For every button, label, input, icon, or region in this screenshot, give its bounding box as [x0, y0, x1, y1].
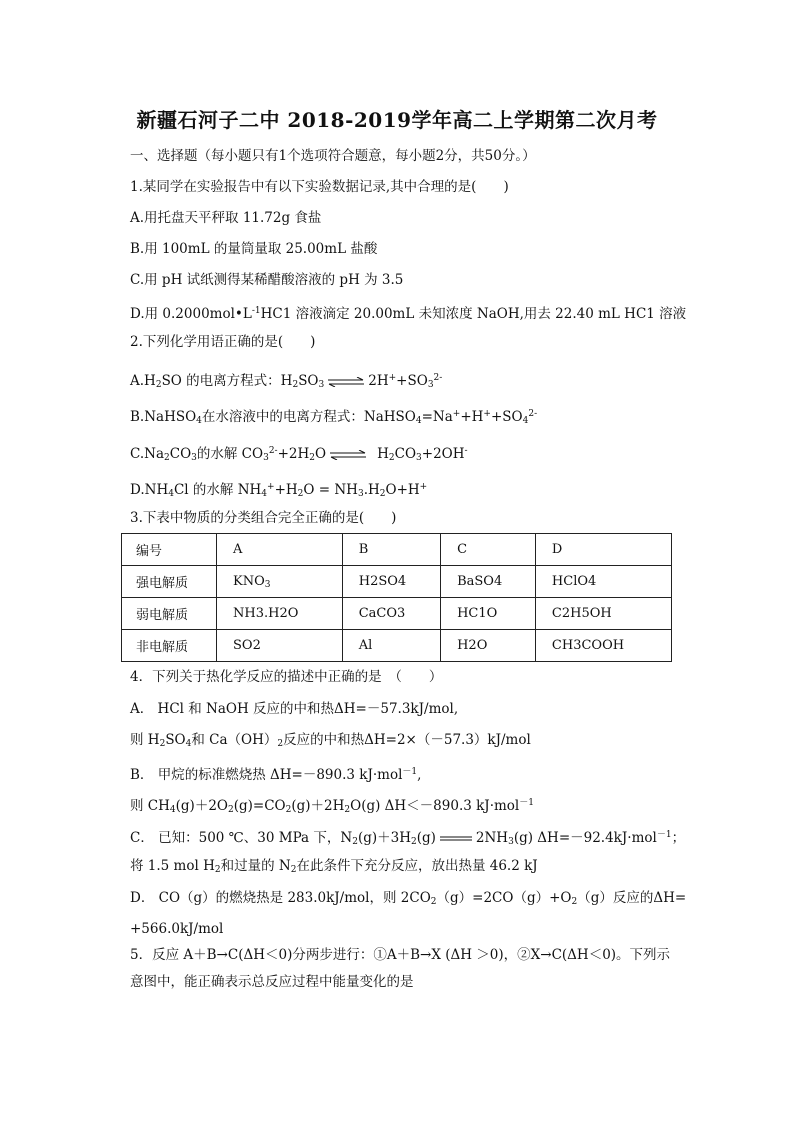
- table-cell: 非电解质: [122, 630, 217, 662]
- superscript: 2-: [268, 446, 278, 456]
- subscript: 2: [285, 805, 292, 815]
- text-part: SO: [298, 373, 319, 389]
- subscript: 4: [168, 489, 174, 499]
- text-part: 和 Ca（OH）: [191, 732, 278, 748]
- subscript: 2: [277, 739, 284, 749]
- table-cell: 弱电解质: [122, 598, 217, 630]
- subscript: 2: [227, 805, 234, 815]
- subscript: 2: [297, 489, 304, 499]
- subscript: 3: [416, 453, 422, 463]
- superscript: 2-: [433, 373, 443, 383]
- text-part: CO: [394, 446, 417, 462]
- table-cell: BaSO4: [441, 566, 536, 598]
- question-5-stem: 5．反应 A＋B→C(ΔH＜0)分两步进行：①A＋B→X (ΔH ＞0)，②X→C(ΔH＜0)。下列示: [130, 947, 671, 963]
- question-3-stem: 3.下表中物质的分类组合完全正确的是( ): [130, 510, 397, 526]
- reversible-arrow-icon: [327, 377, 365, 387]
- text-part: (g)＋2H: [291, 798, 345, 814]
- text-part: 2H: [368, 373, 389, 389]
- page-title: 新疆石河子二中 2018-2019学年高二上学期第二次月考: [136, 108, 658, 132]
- question-4-option-b: [130, 763, 690, 784]
- superscript: +: [483, 409, 491, 419]
- text-part: H: [377, 446, 389, 462]
- text-part: (g)=CO: [233, 798, 286, 814]
- question-1-option-b: B.用 100mL 的量筒量取 25.00mL 盐酸: [130, 241, 378, 257]
- table-cell: H2O: [441, 630, 536, 662]
- text-part: +2H: [277, 446, 310, 462]
- text-part: O = NH: [303, 482, 358, 498]
- text-part: O(g) ΔH＜－890.3 kJ·mol: [350, 798, 520, 814]
- table-row: [122, 566, 672, 598]
- table-cell: NH3.H2O: [217, 598, 343, 630]
- subscript: 3: [318, 380, 325, 390]
- question-2-option-c: [130, 442, 690, 467]
- text-part: 在水溶液中的电离方程式：NaHSO: [201, 409, 416, 425]
- question-2-option-b: [130, 405, 690, 430]
- question-5-stem-cont: 意图中，能正确表示总反应过程中能量变化的是: [130, 974, 414, 990]
- text-part: （g）反应的ΔH=: [577, 890, 687, 906]
- text-part: HC1 溶液滴定 20.00mL 未知浓度 NaOH,用去 22.40 mL HC1 溶液: [260, 306, 687, 322]
- question-1-option-a: A.用托盘天平秤取 11.72g 食盐: [130, 210, 322, 226]
- subscript: 2: [571, 897, 578, 907]
- superscript: 2-: [528, 409, 538, 419]
- text-part: (g)＋2O: [175, 798, 228, 814]
- table-cell: CH3COOH: [535, 630, 671, 662]
- question-2-option-a: [130, 369, 690, 394]
- text-part: O: [315, 446, 327, 462]
- text-part: SO: [165, 732, 186, 748]
- text-part: +SO: [396, 373, 428, 389]
- text-part: 和过量的 N: [220, 858, 291, 874]
- text-part: 将 1.5 mol H: [130, 858, 215, 874]
- subscript: 4: [261, 489, 268, 499]
- table-cell: HC1O: [441, 598, 536, 630]
- table-cell: 强电解质: [122, 566, 217, 598]
- text-part: ,: [417, 767, 422, 783]
- subscript: 2: [388, 453, 395, 463]
- subscript: 2: [292, 380, 299, 390]
- subscript: 2: [379, 489, 386, 499]
- table-cell: D: [535, 534, 671, 566]
- text-part: D.用 0.2000mol•L: [130, 306, 252, 322]
- section-heading: 一、选择题（每小题只有1个选项符合题意，每小题2分，共50分。）: [130, 148, 536, 164]
- question-4-option-d: [130, 889, 690, 911]
- text-part: 在此条件下充分反应，放出热量 46.2 kJ: [296, 858, 538, 874]
- subscript: 4: [415, 416, 422, 426]
- subscript: 3: [263, 453, 269, 463]
- superscript: -: [464, 446, 468, 456]
- text-part: (g): [416, 830, 436, 846]
- text-part: ；: [671, 830, 686, 846]
- subscript: 2: [159, 739, 166, 749]
- question-4-stem: 4．下列关于热化学反应的描述中正确的是 （ ）: [130, 669, 443, 685]
- text-part: C.Na: [130, 446, 165, 462]
- text-part: C． 已知：500 ℃、30 MPa 下，N: [130, 830, 353, 846]
- table-cell: [217, 566, 343, 598]
- table-cell: C: [441, 534, 536, 566]
- text-part: +SO: [490, 409, 523, 425]
- subscript: 2: [214, 865, 221, 875]
- subscript: 2: [309, 453, 316, 463]
- text-part: SO 的电离方程式：H: [161, 373, 293, 389]
- question-4-option-a: A． HCl 和 NaOH 反应的中和热ΔH=－57.3kJ/mol,: [130, 701, 459, 717]
- question-4-option-c: [130, 826, 690, 851]
- table-row: [122, 630, 672, 662]
- text-part: 反应的中和热ΔH=2×（－57.3）kJ/mol: [283, 732, 531, 748]
- subscript: 2: [430, 897, 437, 907]
- subscript: 3: [264, 579, 271, 590]
- table-cell: Al: [342, 630, 440, 662]
- text-part: =Na: [421, 409, 453, 425]
- subscript: 2: [410, 837, 417, 847]
- table-cell: HClO4: [535, 566, 671, 598]
- text-part: O+H: [385, 482, 420, 498]
- question-4-option-b-cont: [130, 794, 690, 819]
- superscript: +: [452, 409, 461, 419]
- text-part: +H: [274, 482, 298, 498]
- superscript: +: [419, 482, 428, 492]
- text-part: +H: [460, 409, 484, 425]
- text-part: +2OH: [421, 446, 465, 462]
- subscript: 4: [185, 739, 192, 749]
- question-2-option-d: [130, 478, 690, 503]
- subscript: 2: [344, 805, 351, 815]
- subscript: 2: [155, 380, 162, 390]
- text-part: KNO: [233, 573, 265, 589]
- text-part: 则 H: [130, 732, 160, 748]
- text-part: （g）=2CO（g）+O: [436, 890, 572, 906]
- question-1-option-d: [130, 302, 690, 323]
- text-part: 则 CH: [130, 798, 170, 814]
- question-2-stem: 2.下列化学用语正确的是( ): [130, 334, 316, 350]
- table-row: [122, 534, 672, 566]
- table-cell: B: [342, 534, 440, 566]
- text-part: (g)＋3H: [357, 830, 411, 846]
- question-4-option-d-cont: +566.0kJ/mol: [130, 921, 224, 937]
- subscript: 2: [290, 865, 297, 875]
- question-1-option-c: C.用 pH 试纸测得某稀醋酸溶液的 pH 为 3.5: [130, 272, 404, 288]
- question-4-option-c-cont: [130, 857, 690, 879]
- subscript: 2: [164, 453, 170, 463]
- text-part: B.NaHSO: [130, 409, 197, 425]
- subscript: 4: [196, 416, 202, 426]
- text-part: .H: [363, 482, 380, 498]
- table-cell: 编号: [122, 534, 217, 566]
- superscript: +: [267, 482, 275, 492]
- subscript: 3: [357, 489, 364, 499]
- text-part: CO: [169, 446, 192, 462]
- text-part: D． CO（g）的燃烧热是 283.0kJ/mol，则 2CO: [130, 890, 431, 906]
- text-part: Cl 的水解 NH: [173, 482, 262, 498]
- question-1-stem: 1.某同学在实验报告中有以下实验数据记录,其中合理的是( ): [130, 179, 509, 195]
- text-part: 的水解 CO: [196, 446, 264, 462]
- classification-table: [121, 533, 672, 662]
- text-part: (g) ΔH=－92.4kJ·mol: [513, 830, 657, 846]
- table-cell: C2H5OH: [535, 598, 671, 630]
- reversible-arrow-icon: [439, 834, 473, 844]
- text-part: A.H: [130, 373, 156, 389]
- superscript: -1: [251, 306, 261, 316]
- superscript: －1: [656, 830, 672, 840]
- subscript: 2: [352, 837, 358, 847]
- subscript: 3: [191, 453, 197, 463]
- subscript: 3: [427, 380, 434, 390]
- text-part: D.NH: [130, 482, 169, 498]
- superscript: －1: [402, 767, 418, 777]
- superscript: －1: [519, 798, 534, 808]
- table-cell: SO2: [217, 630, 343, 662]
- text-part: 2NH: [475, 830, 509, 846]
- table-row: [122, 598, 672, 630]
- subscript: 4: [522, 416, 529, 426]
- table-cell: H2SO4: [342, 566, 440, 598]
- subscript: 3: [508, 837, 514, 847]
- subscript: 4: [169, 805, 176, 815]
- superscript: +: [388, 373, 397, 383]
- text-part: B． 甲烷的标准燃烧热 ΔH=－890.3 kJ·mol: [130, 767, 403, 783]
- reversible-arrow-icon: [329, 450, 367, 460]
- table-cell: A: [217, 534, 343, 566]
- table-cell: CaCO3: [342, 598, 440, 630]
- question-4-option-a-cont: [130, 731, 690, 753]
